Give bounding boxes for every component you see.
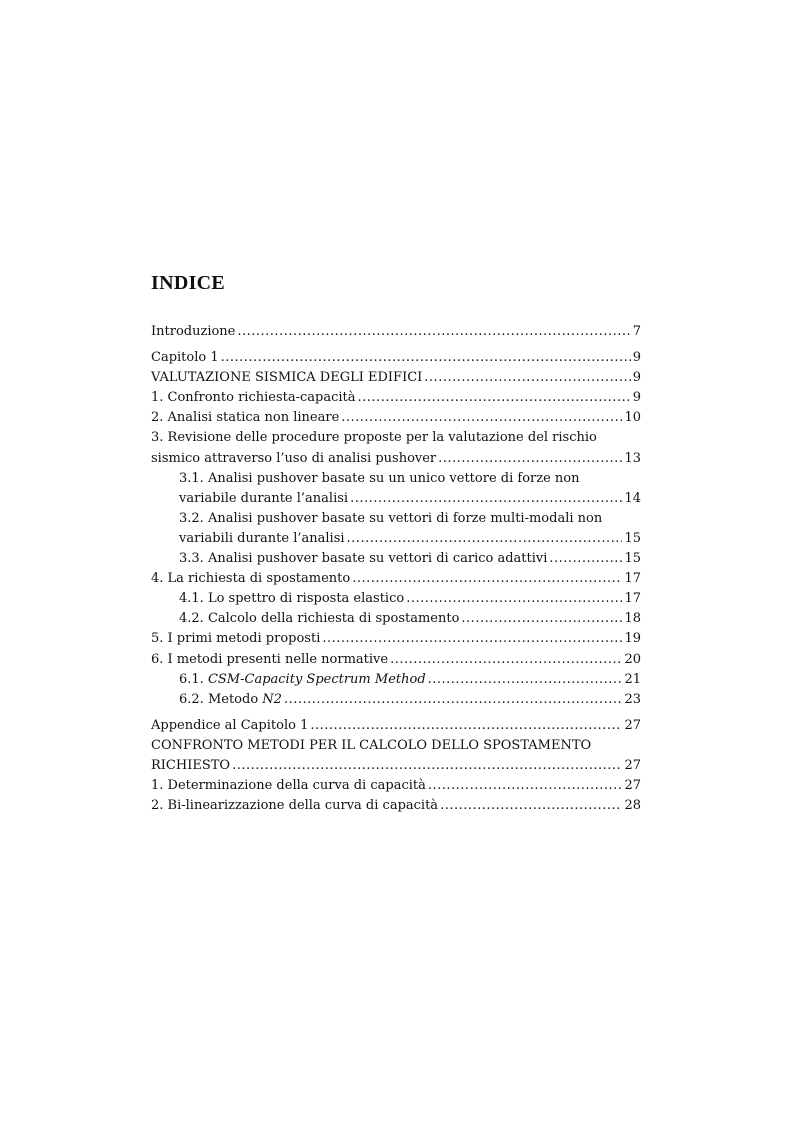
toc-page-number: 20 [624, 651, 641, 667]
toc-page-number: 28 [624, 798, 641, 814]
toc-entry-label: Appendice al Capitolo 1 [151, 717, 309, 733]
toc-entry-label-line2: variabili durante l’analisi [179, 530, 345, 546]
dot-leader [284, 690, 623, 710]
page-title: INDICE [151, 272, 226, 294]
toc-page-number: 23 [624, 691, 641, 707]
toc-entry-appendice[interactable] [151, 716, 641, 736]
toc-entry-section-5[interactable] [151, 629, 641, 649]
toc-entry-appendix-title[interactable] [151, 736, 641, 776]
toc-page-number: 27 [624, 778, 641, 794]
toc-entry-section-3[interactable] [151, 428, 641, 468]
dot-leader [428, 670, 623, 690]
toc-entry-label [179, 670, 426, 690]
table-of-contents [151, 322, 641, 816]
toc-entry-label-line2: sismico attraverso l’uso di analisi pushover [151, 450, 437, 466]
toc-entry-section-2[interactable] [151, 408, 641, 428]
dot-leader [438, 449, 622, 469]
toc-entry-label: 4. La richiesta di spostamento [151, 571, 351, 587]
toc-entry-label: 2. Analisi statica non lineare [151, 410, 340, 426]
toc-entry-section-6-2[interactable] [151, 690, 641, 710]
dot-leader [440, 796, 622, 816]
toc-entry-label: 4.1. Lo spettro di risposta elastico [179, 591, 405, 607]
toc-entry-label: 4.2. Calcolo della richiesta di spostamento [179, 611, 460, 627]
dot-leader [341, 408, 622, 428]
toc-entry-label: 1. Determinazione della curva di capacità [151, 778, 426, 794]
toc-entry-section-3-3[interactable] [151, 549, 641, 569]
toc-entry-label-line2: RICHIESTO [151, 757, 231, 773]
toc-page-number: 14 [624, 490, 641, 506]
toc-entry-label: 2. Bi-linearizzazione della curva di capacità [151, 798, 439, 814]
toc-page-number: 7 [632, 324, 641, 339]
dot-leader [347, 529, 623, 549]
toc-entry-label [179, 690, 282, 710]
toc-page-number: 15 [624, 551, 641, 567]
toc-entry-capitolo-1[interactable] [151, 348, 641, 368]
toc-entry-appendix-section-2[interactable] [151, 796, 641, 816]
toc-entry-section-4-1[interactable] [151, 589, 641, 609]
toc-entry-label-italic: CSM-Capacity Spectrum Method [207, 671, 426, 687]
toc-page-number: 15 [624, 530, 641, 546]
toc-entry-label-line1: 3.1. Analisi pushover basate su un unico vettore di forze non [179, 470, 580, 486]
toc-entry-label: 6. I metodi presenti nelle normative [151, 651, 389, 667]
toc-page-number: 27 [624, 717, 641, 733]
toc-page-number: 19 [624, 631, 641, 647]
toc-page-number: 9 [632, 370, 641, 386]
toc-entry-label: 1. Confronto richiesta-capacità [151, 390, 356, 406]
toc-entry-section-3-1[interactable] [151, 469, 641, 509]
toc-page-number: 9 [632, 390, 641, 406]
dot-leader [390, 650, 622, 670]
toc-entry-section-6[interactable] [151, 650, 641, 670]
toc-entry-label: 5. I primi metodi proposti [151, 631, 321, 647]
toc-entry-section-6-1[interactable] [151, 670, 641, 690]
toc-entry-section-1[interactable] [151, 388, 641, 408]
toc-entry-appendix-section-1[interactable] [151, 776, 641, 796]
toc-page-number: 27 [624, 757, 641, 773]
toc-page-number: 18 [624, 611, 641, 627]
toc-entry-label-prefix: 6.2. Metodo [179, 691, 263, 707]
toc-entry-chapter-title[interactable] [151, 368, 641, 388]
toc-entry-section-4-2[interactable] [151, 609, 641, 629]
toc-entry-label-line2: variabile durante l’analisi [179, 490, 349, 506]
dot-leader [424, 368, 630, 388]
dot-leader [352, 569, 622, 589]
toc-page-number: 10 [624, 410, 641, 426]
toc-page-number: 9 [632, 350, 641, 366]
toc-page-number: 17 [624, 571, 641, 587]
toc-entry-section-4[interactable] [151, 569, 641, 589]
toc-entry-introduzione[interactable] [151, 322, 641, 342]
toc-entry-label-italic: N2 [262, 691, 282, 707]
dot-leader [549, 549, 622, 569]
toc-entry-label: Introduzione [151, 324, 236, 339]
toc-entry-label-prefix: 6.1. [179, 671, 208, 687]
dot-leader [322, 629, 622, 649]
dot-leader [310, 716, 622, 736]
dot-leader [232, 756, 622, 776]
toc-entry-label-line1: CONFRONTO METODI PER IL CALCOLO DELLO SPOSTAMENTO [151, 737, 592, 753]
dot-leader [428, 776, 623, 796]
toc-page-number: 21 [624, 671, 641, 687]
dot-leader [237, 322, 630, 342]
toc-entry-label: 3.3. Analisi pushover basate su vettori di carico adattivi [179, 551, 548, 567]
dot-leader [221, 348, 631, 368]
dot-leader [358, 388, 631, 408]
toc-entry-label-line1: 3. Revisione delle procedure proposte per la valutazione del rischio [151, 430, 597, 446]
dot-leader [350, 489, 622, 509]
toc-entry-label-line1: 3.2. Analisi pushover basate su vettori di forze multi-modali non [179, 510, 603, 526]
dot-leader [406, 589, 622, 609]
toc-entry-label: VALUTAZIONE SISMICA DEGLI EDIFICI [151, 370, 423, 386]
toc-page-number: 13 [624, 450, 641, 466]
toc-entry-label: Capitolo 1 [151, 350, 219, 366]
dot-leader [461, 609, 622, 629]
toc-page-number: 17 [624, 591, 641, 607]
toc-entry-section-3-2[interactable] [151, 509, 641, 549]
